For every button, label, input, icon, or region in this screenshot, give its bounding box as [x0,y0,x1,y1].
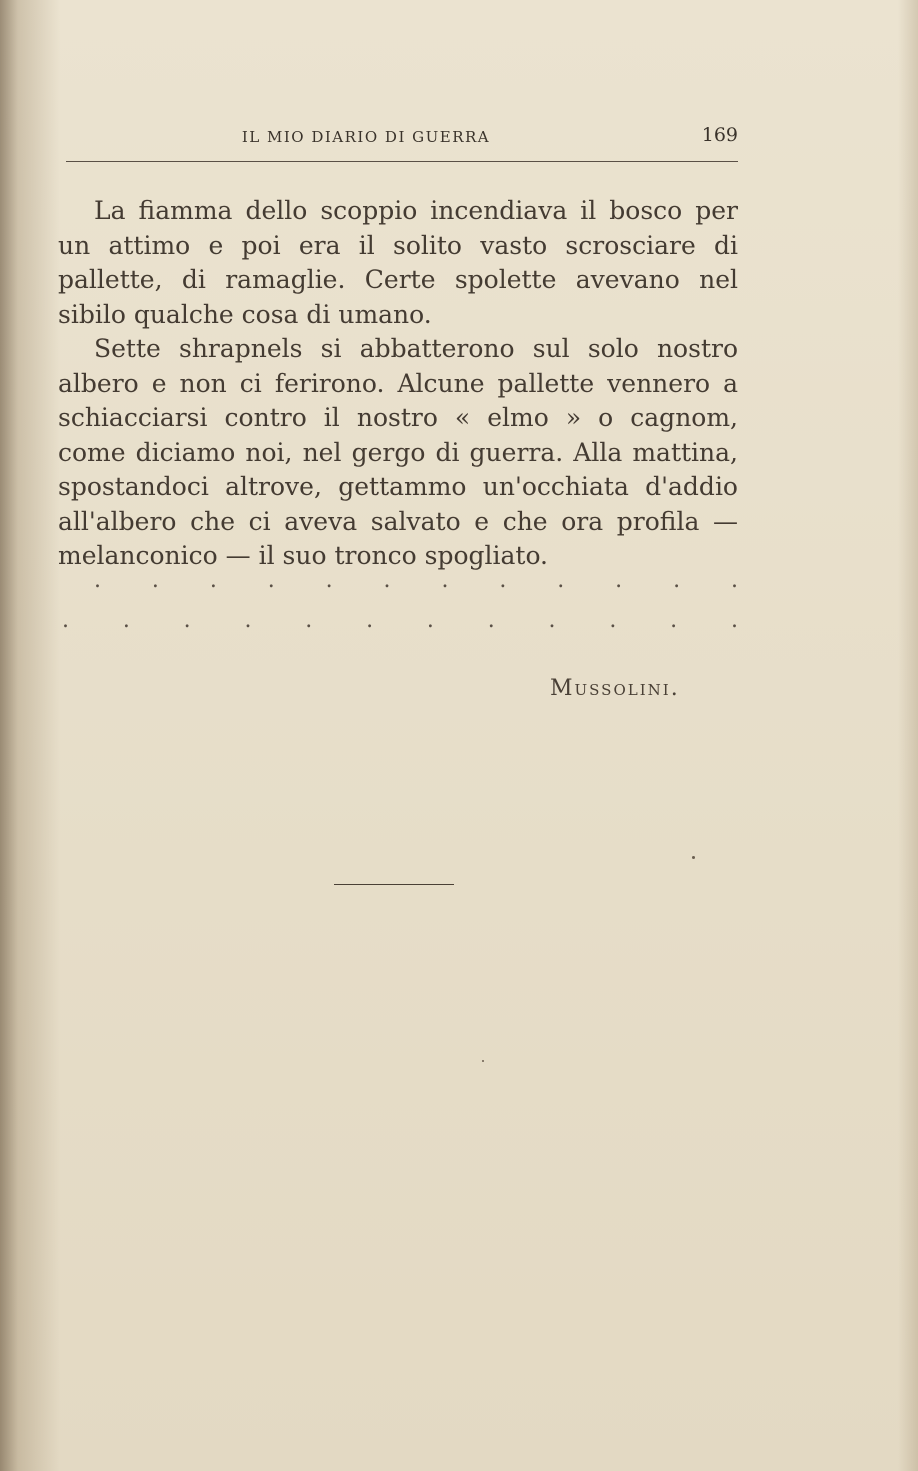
ellipsis-row-2: . . . . . . . . . . . . [62,608,738,633]
running-head [66,124,738,150]
paper-speck [692,856,695,859]
page-number: 169 [701,124,738,146]
ellipsis-row-1: . . . . . . . . . . . . [94,568,738,593]
paper-speck [482,1060,484,1062]
running-title: IL MIO DIARIO DI GUERRA [241,128,491,146]
header-rule [66,161,738,162]
body-text [58,194,738,574]
paragraph-1: La fiamma dello scoppio incendiava il bosco per un attimo e poi era il solito vasto scrosciare di pallette, di ramaglie. Certe spolette avevano nel sibilo qualche cosa di umano. [58,196,738,329]
paragraph-2: Sette shrapnels si abbatterono sul solo nostro albero e non ci ferirono. Alcune pallette vennero a schiacciarsi contro il nostro « elmo » o cagnom, come diciamo noi, nel gergo di guerra. Alla mattina, spostandoci altrove, gettammo un'occhiata d'addio all'albero che ci aveva salvato e che ora profila — melanconico — il suo tronco spogliato. [58,334,738,570]
end-rule [334,884,454,885]
signature: Mussolini. [550,676,680,701]
